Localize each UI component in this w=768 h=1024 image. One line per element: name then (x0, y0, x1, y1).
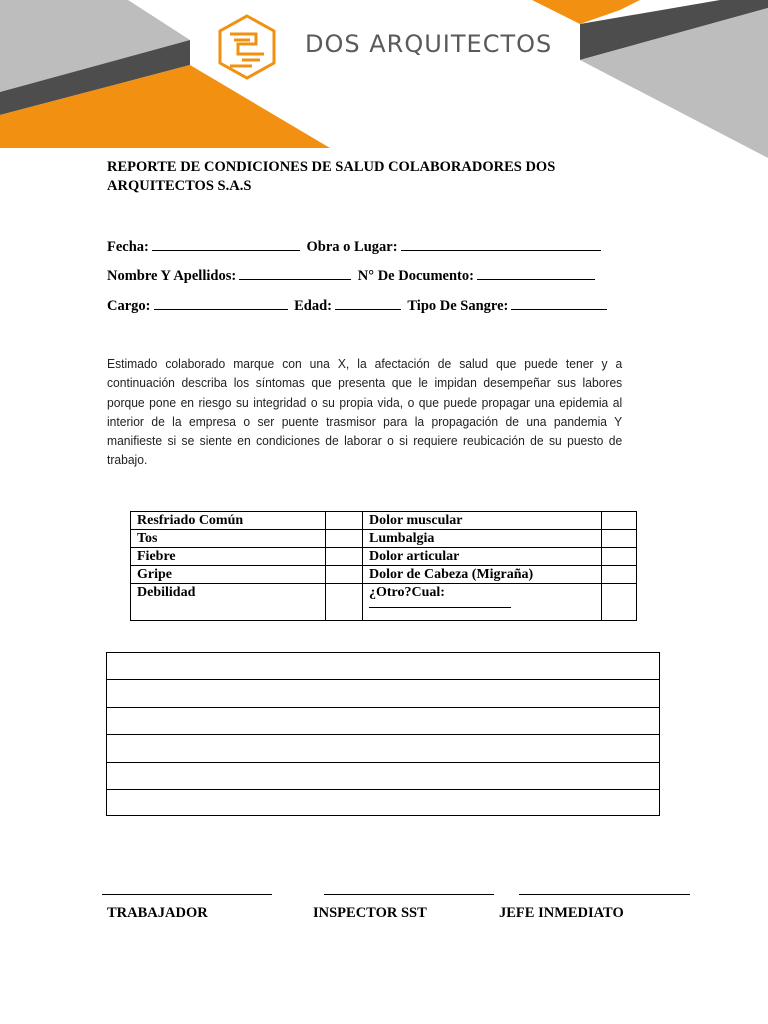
fecha-label: Fecha: (107, 239, 149, 255)
symptom-label: Lumbalgia (363, 530, 602, 548)
inspector-label: INSPECTOR SST (313, 905, 427, 921)
description-line[interactable] (107, 708, 659, 735)
trabajador-label: TRABAJADOR (107, 905, 208, 921)
symptom-checkbox[interactable] (602, 566, 637, 584)
field-row-3 (107, 295, 610, 315)
cargo-label: Cargo: (107, 298, 151, 314)
documento-field[interactable] (477, 265, 595, 280)
other-symptom-field[interactable] (369, 601, 511, 608)
other-symptom-cell (363, 584, 602, 621)
symptom-checkbox[interactable] (326, 512, 363, 530)
symptom-label: Tos (131, 530, 326, 548)
symptom-checkbox[interactable] (326, 584, 363, 621)
symptom-label: Dolor de Cabeza (Migraña) (363, 566, 602, 584)
nombre-label: Nombre Y Apellidos: (107, 268, 237, 284)
jefe-signature-line[interactable] (519, 894, 690, 895)
header-banner (0, 0, 768, 160)
field-row-1 (107, 236, 604, 256)
edad-label: Edad: (294, 298, 333, 314)
description-line[interactable] (107, 790, 659, 817)
symptom-checkbox[interactable] (602, 530, 637, 548)
fecha-field[interactable] (152, 236, 300, 251)
brand-name: DOS ARQUITECTOS (305, 30, 553, 58)
description-line[interactable] (107, 680, 659, 707)
nombre-field[interactable] (239, 265, 351, 280)
description-line[interactable] (107, 763, 659, 790)
symptom-checkbox[interactable] (602, 548, 637, 566)
symptom-label: Dolor muscular (363, 512, 602, 530)
symptom-label: Dolor articular (363, 548, 602, 566)
table-row (131, 548, 637, 566)
sangre-label: Tipo De Sangre: (407, 298, 509, 314)
page-title: REPORTE DE CONDICIONES DE SALUD COLABORADORES DOS ARQUITECTOS S.A.S (107, 159, 556, 194)
sangre-field[interactable] (511, 295, 607, 310)
other-symptom-label: ¿Otro?Cual: (369, 585, 445, 600)
description-line[interactable] (107, 653, 659, 680)
symptom-checkbox[interactable] (326, 530, 363, 548)
symptom-checkbox[interactable] (602, 512, 637, 530)
dos-arquitectos-logo-icon (216, 14, 278, 80)
symptom-label: Gripe (131, 566, 326, 584)
trabajador-signature-line[interactable] (102, 894, 272, 895)
field-row-2 (107, 265, 598, 285)
jefe-label: JEFE INMEDIATO (499, 905, 624, 921)
table-row (131, 566, 637, 584)
description-line[interactable] (107, 735, 659, 762)
symptom-checkbox[interactable] (326, 548, 363, 566)
symptom-label: Resfriado Común (131, 512, 326, 530)
edad-field[interactable] (335, 295, 401, 310)
instructions-paragraph: Estimado colaborado marque con una X, la afectación de salud que puede tener y a continuación describa los síntomas que presenta que le impidan desempeñar sus labores porque pone en riesgo su integridad o su propia vida, o que puede propagar una epidemia al interior de la empresa o ser puente trasmisor para la propagación de una pandemia Y manifieste si se siente en condiciones de laborar o si requiere reubicación de su puesto de trabajo. (107, 356, 623, 468)
obra-label: Obra o Lugar: (306, 239, 398, 255)
symptom-description-box[interactable] (106, 652, 660, 816)
documento-label: N° De Documento: (357, 268, 474, 284)
cargo-field[interactable] (154, 295, 288, 310)
table-row (131, 530, 637, 548)
obra-field[interactable] (401, 236, 601, 251)
symptom-checkbox[interactable] (602, 584, 637, 621)
symptom-checkbox[interactable] (326, 566, 363, 584)
inspector-signature-line[interactable] (324, 894, 494, 895)
table-row (131, 512, 637, 530)
symptom-label: Fiebre (131, 548, 326, 566)
symptom-label: Debilidad (131, 584, 326, 621)
symptoms-table (130, 511, 637, 621)
table-row (131, 584, 637, 621)
